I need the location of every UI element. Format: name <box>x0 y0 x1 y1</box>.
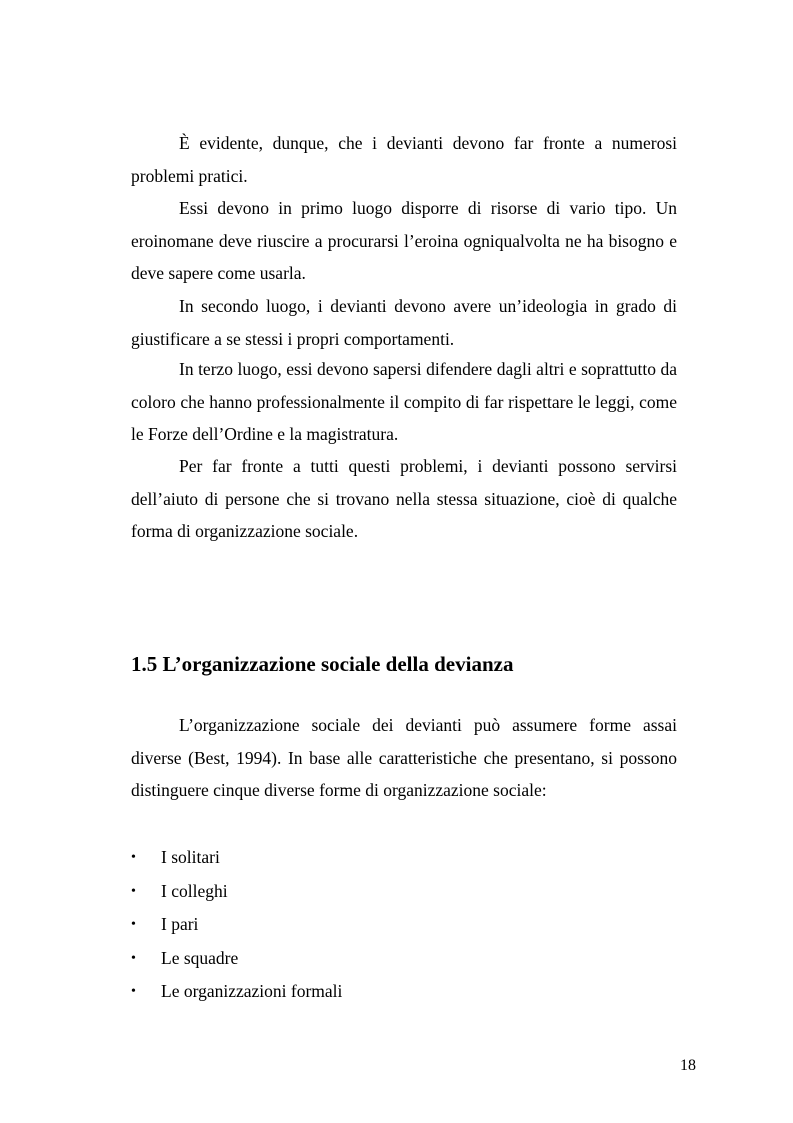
list-item-label: I pari <box>161 914 199 934</box>
body-paragraph: Essi devono in primo luogo disporre di risorse di vario tipo. Un eroinomane deve riuscire a procurarsi l’eroina ogniqualvolta ne ha bisogno e deve sapere come usarla. <box>131 198 677 284</box>
body-paragraph: In terzo luogo, essi devono sapersi difendere dagli altri e soprattutto da coloro che hanno professionalmente il compito di far rispettare le leggi, come le Forze dell’Ordine e la magistratura. <box>131 359 677 445</box>
section-intro-paragraph: L’organizzazione sociale dei devianti può assumere forme assai diverse (Best, 1994). In base alle caratteristiche che presentano, si possono distinguere cinque diverse forme di organizzazione sociale: <box>131 715 677 801</box>
body-paragraph: In secondo luogo, i devianti devono avere un’ideologia in grado di giustificare a se stessi i propri comportamenti. <box>131 296 677 349</box>
bullet-icon: • <box>131 917 136 932</box>
bullet-list <box>131 841 677 1009</box>
list-item <box>131 841 677 875</box>
page-number: 18 <box>680 1057 696 1074</box>
body-paragraph: Per far fronte a tutti questi problemi, i devianti possono servirsi dell’aiuto di persone che si trovano nella stessa situazione, cioè di qualche forma di organizzazione sociale. <box>131 456 677 542</box>
list-item-label: Le organizzazioni formali <box>161 981 343 1001</box>
list-item <box>131 942 677 976</box>
list-item-label: Le squadre <box>161 947 239 968</box>
list-item <box>131 875 677 909</box>
bullet-icon: • <box>131 950 136 966</box>
bullet-icon: • <box>131 883 136 899</box>
bullet-icon: • <box>131 984 136 999</box>
list-item <box>131 975 677 1009</box>
list-item <box>131 908 677 942</box>
list-item-label: I solitari <box>161 847 220 867</box>
section-heading: 1.5 L’organizzazione sociale della devianza <box>131 652 514 676</box>
bullet-icon: • <box>131 850 136 865</box>
list-item-label: I colleghi <box>161 880 228 901</box>
body-paragraph: È evidente, dunque, che i devianti devono far fronte a numerosi problemi pratici. <box>131 133 677 186</box>
